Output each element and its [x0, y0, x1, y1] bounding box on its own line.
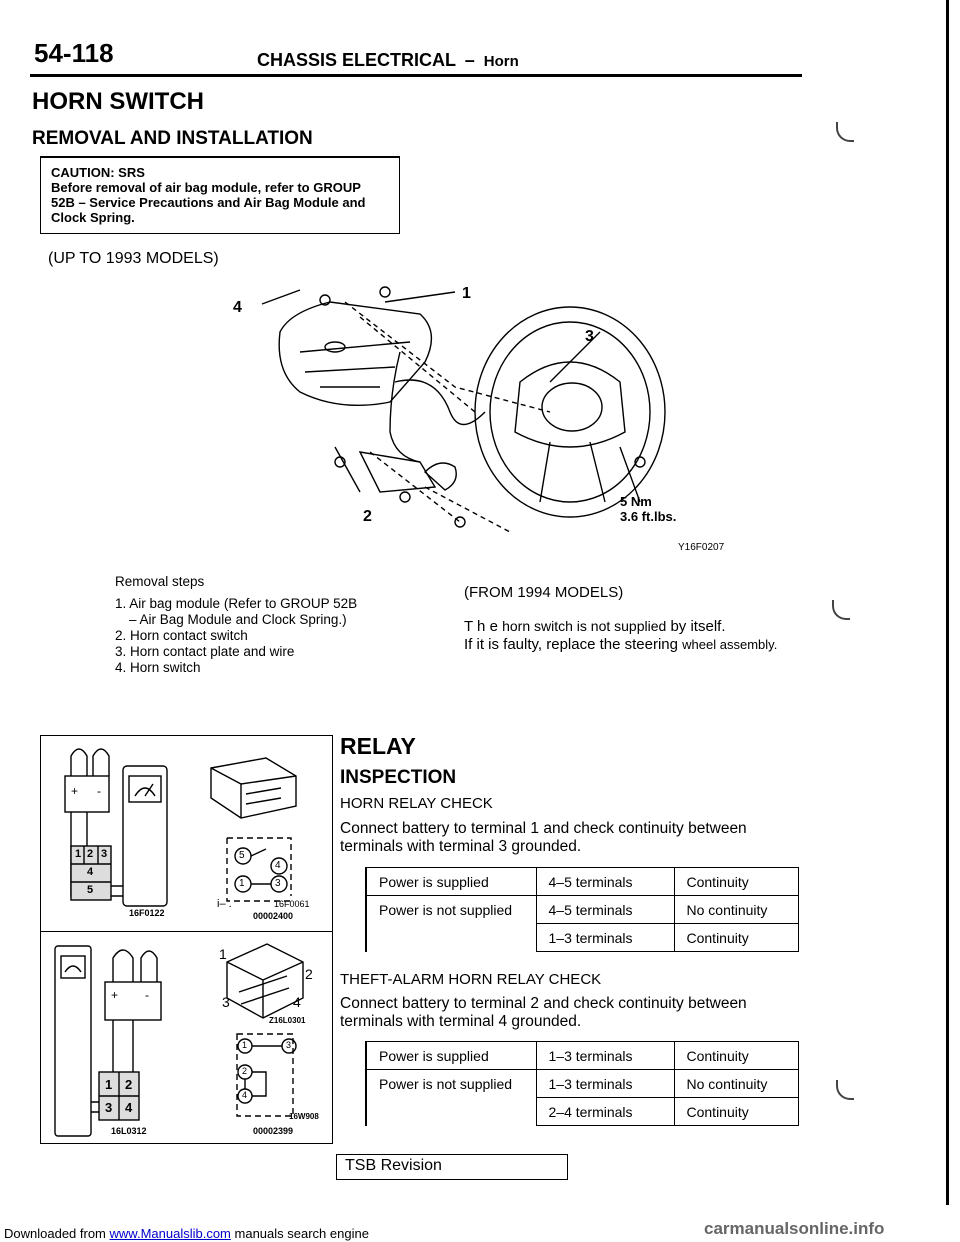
inspection-heading: INSPECTION	[340, 767, 457, 788]
table-cell: 4–5 terminals	[536, 868, 674, 896]
callout-4: 4	[233, 299, 242, 316]
watermark: carmanualsonline.info	[704, 1219, 885, 1238]
relay-pin: 4	[275, 860, 281, 871]
binder-mark	[832, 600, 850, 620]
horn-relay-check-title: HORN RELAY CHECK	[340, 795, 493, 812]
callout-3: 3	[585, 328, 594, 345]
connector-pin: 2	[87, 848, 94, 860]
relay-pin: 5	[239, 850, 245, 861]
table-cell: Continuity	[674, 1098, 798, 1126]
connector-pin: 4	[87, 866, 94, 878]
from1994-line2-text: If it is faulty, replace the steering	[464, 636, 678, 653]
section-dash: –	[464, 50, 475, 70]
theft-relay-check-title: THEFT-ALARM HORN RELAY CHECK	[340, 971, 602, 988]
table-cell: 1–3 terminals	[536, 1042, 674, 1070]
table-cell: 1–3 terminals	[536, 1070, 674, 1098]
table-row	[366, 1070, 798, 1098]
relay-pin: 4	[242, 1090, 248, 1100]
removal-steps	[115, 574, 357, 676]
page-subtitle: REMOVAL AND INSTALLATION	[32, 128, 313, 149]
caution-line: Before removal of air bag module, refer to GROUP	[51, 180, 361, 195]
table-cell: Power is supplied	[366, 1042, 536, 1070]
table-cell: Power is supplied	[366, 868, 536, 896]
callout-1: 1	[462, 285, 471, 302]
table-row	[366, 1098, 798, 1126]
fig-code: Z16L0301	[269, 1016, 306, 1025]
table-cell	[366, 924, 536, 952]
from1994-suffix: by itself.	[670, 618, 726, 635]
table-row	[366, 868, 798, 896]
caution-box	[40, 156, 400, 234]
table-cell: Continuity	[674, 924, 798, 952]
from1994-line2-small: wheel assembly.	[682, 637, 778, 652]
table-cell: 2–4 terminals	[536, 1098, 674, 1126]
horn-relay-table	[365, 867, 799, 952]
table-row	[366, 1042, 798, 1070]
connector-pin: 5	[87, 884, 94, 896]
relay-heading: RELAY	[340, 733, 416, 759]
section-topic: Horn	[483, 53, 519, 70]
fig-code: 16F0122	[129, 908, 165, 918]
connector-pin: 1	[75, 848, 82, 860]
table-row	[366, 896, 798, 924]
callout-2: 2	[363, 508, 372, 525]
binder-mark	[836, 122, 854, 142]
section-title	[257, 50, 519, 71]
callout-4: 4	[293, 994, 301, 1010]
table-cell: 4–5 terminals	[536, 896, 674, 924]
battery-plus: +	[111, 988, 119, 1002]
small-mark: i– .	[217, 898, 232, 910]
manualslib-link[interactable]: www.Manualslib.com	[109, 1226, 231, 1241]
removal-step: 4. Horn switch	[115, 660, 201, 675]
relay-figure-bottom	[40, 931, 333, 1144]
battery-plus: +	[71, 784, 79, 798]
side-rule	[946, 0, 949, 1205]
binder-mark	[836, 1080, 854, 1100]
caution-line: 52B – Service Precautions and Air Bag Module and	[51, 195, 366, 210]
fig-code: 16L0312	[111, 1126, 147, 1136]
table-cell: Continuity	[674, 868, 798, 896]
section-name: CHASSIS ELECTRICAL	[257, 50, 456, 70]
from1994-bold: horn switch is not supplied	[502, 618, 667, 634]
caution-line: CAUTION: SRS	[51, 165, 145, 180]
battery-minus: -	[145, 988, 149, 1002]
table-cell: Power is not supplied	[366, 1070, 536, 1098]
footer-suffix: manuals search engine	[234, 1226, 369, 1241]
caution-line: Clock Spring.	[51, 210, 135, 225]
connector-pin: 1	[105, 1077, 113, 1092]
fig-code: 16W908	[289, 1112, 319, 1121]
from1994-prefix: T h e	[464, 618, 498, 635]
horn-relay-check-line: Connect battery to terminal 1 and check continuity between	[340, 820, 747, 837]
figure1-code: Y16F0207	[678, 542, 725, 553]
removal-step: 3. Horn contact plate and wire	[115, 644, 295, 659]
removal-step: 2. Horn contact switch	[115, 628, 248, 643]
relay-figure-top	[40, 735, 333, 932]
connector-pin: 4	[125, 1100, 133, 1115]
from1994-label: (FROM 1994 MODELS)	[464, 584, 624, 601]
theft-relay-table	[365, 1041, 799, 1126]
relay-pin: 3	[286, 1040, 292, 1050]
theft-relay-check-line: terminals with terminal 4 grounded.	[340, 1013, 582, 1030]
callout-3: 3	[222, 994, 230, 1010]
fig-code: 00002399	[253, 1126, 294, 1136]
connector-pin: 3	[105, 1100, 113, 1115]
table-cell: Continuity	[674, 1042, 798, 1070]
footer-prefix: Downloaded from	[4, 1226, 106, 1241]
from1994-line1	[464, 618, 726, 635]
relay-pin: 1	[242, 1040, 248, 1050]
connector-pin: 2	[125, 1077, 133, 1092]
fig-code: 00002400	[253, 911, 294, 921]
connector-pin: 3	[101, 848, 108, 860]
torque-nm: 5 Nm	[620, 494, 652, 509]
figure1-label: (UP TO 1993 MODELS)	[48, 250, 219, 267]
header-rule	[30, 74, 802, 77]
relay-pin: 2	[242, 1066, 248, 1076]
callout-2: 2	[305, 966, 313, 982]
footer	[4, 1226, 369, 1241]
table-cell	[366, 1098, 536, 1126]
battery-minus: -	[97, 784, 101, 798]
page-number: 54-118	[34, 38, 114, 68]
horn-relay-check-line: terminals with terminal 3 grounded.	[340, 838, 582, 855]
relay-pin: 1	[239, 878, 245, 889]
callout-1: 1	[219, 946, 227, 962]
relay-pin: 3	[275, 878, 281, 889]
tsb-revision-box: TSB Revision	[336, 1154, 568, 1180]
removal-steps-heading: Removal steps	[115, 574, 205, 589]
page-title: HORN SWITCH	[32, 88, 204, 115]
table-cell: No continuity	[674, 1070, 798, 1098]
table-row	[366, 924, 798, 952]
fig-code: 16F0061	[274, 899, 310, 909]
torque-ftlbs: 3.6 ft.lbs.	[620, 509, 677, 524]
removal-step: 1. Air bag module (Refer to GROUP 52B	[115, 596, 358, 611]
table-cell: Power is not supplied	[366, 896, 536, 924]
table-cell: No continuity	[674, 896, 798, 924]
table-cell: 1–3 terminals	[536, 924, 674, 952]
theft-relay-check-line: Connect battery to terminal 2 and check continuity between	[340, 995, 747, 1012]
from1994-line2	[464, 636, 777, 653]
removal-step: – Air Bag Module and Clock Spring.)	[129, 612, 347, 627]
